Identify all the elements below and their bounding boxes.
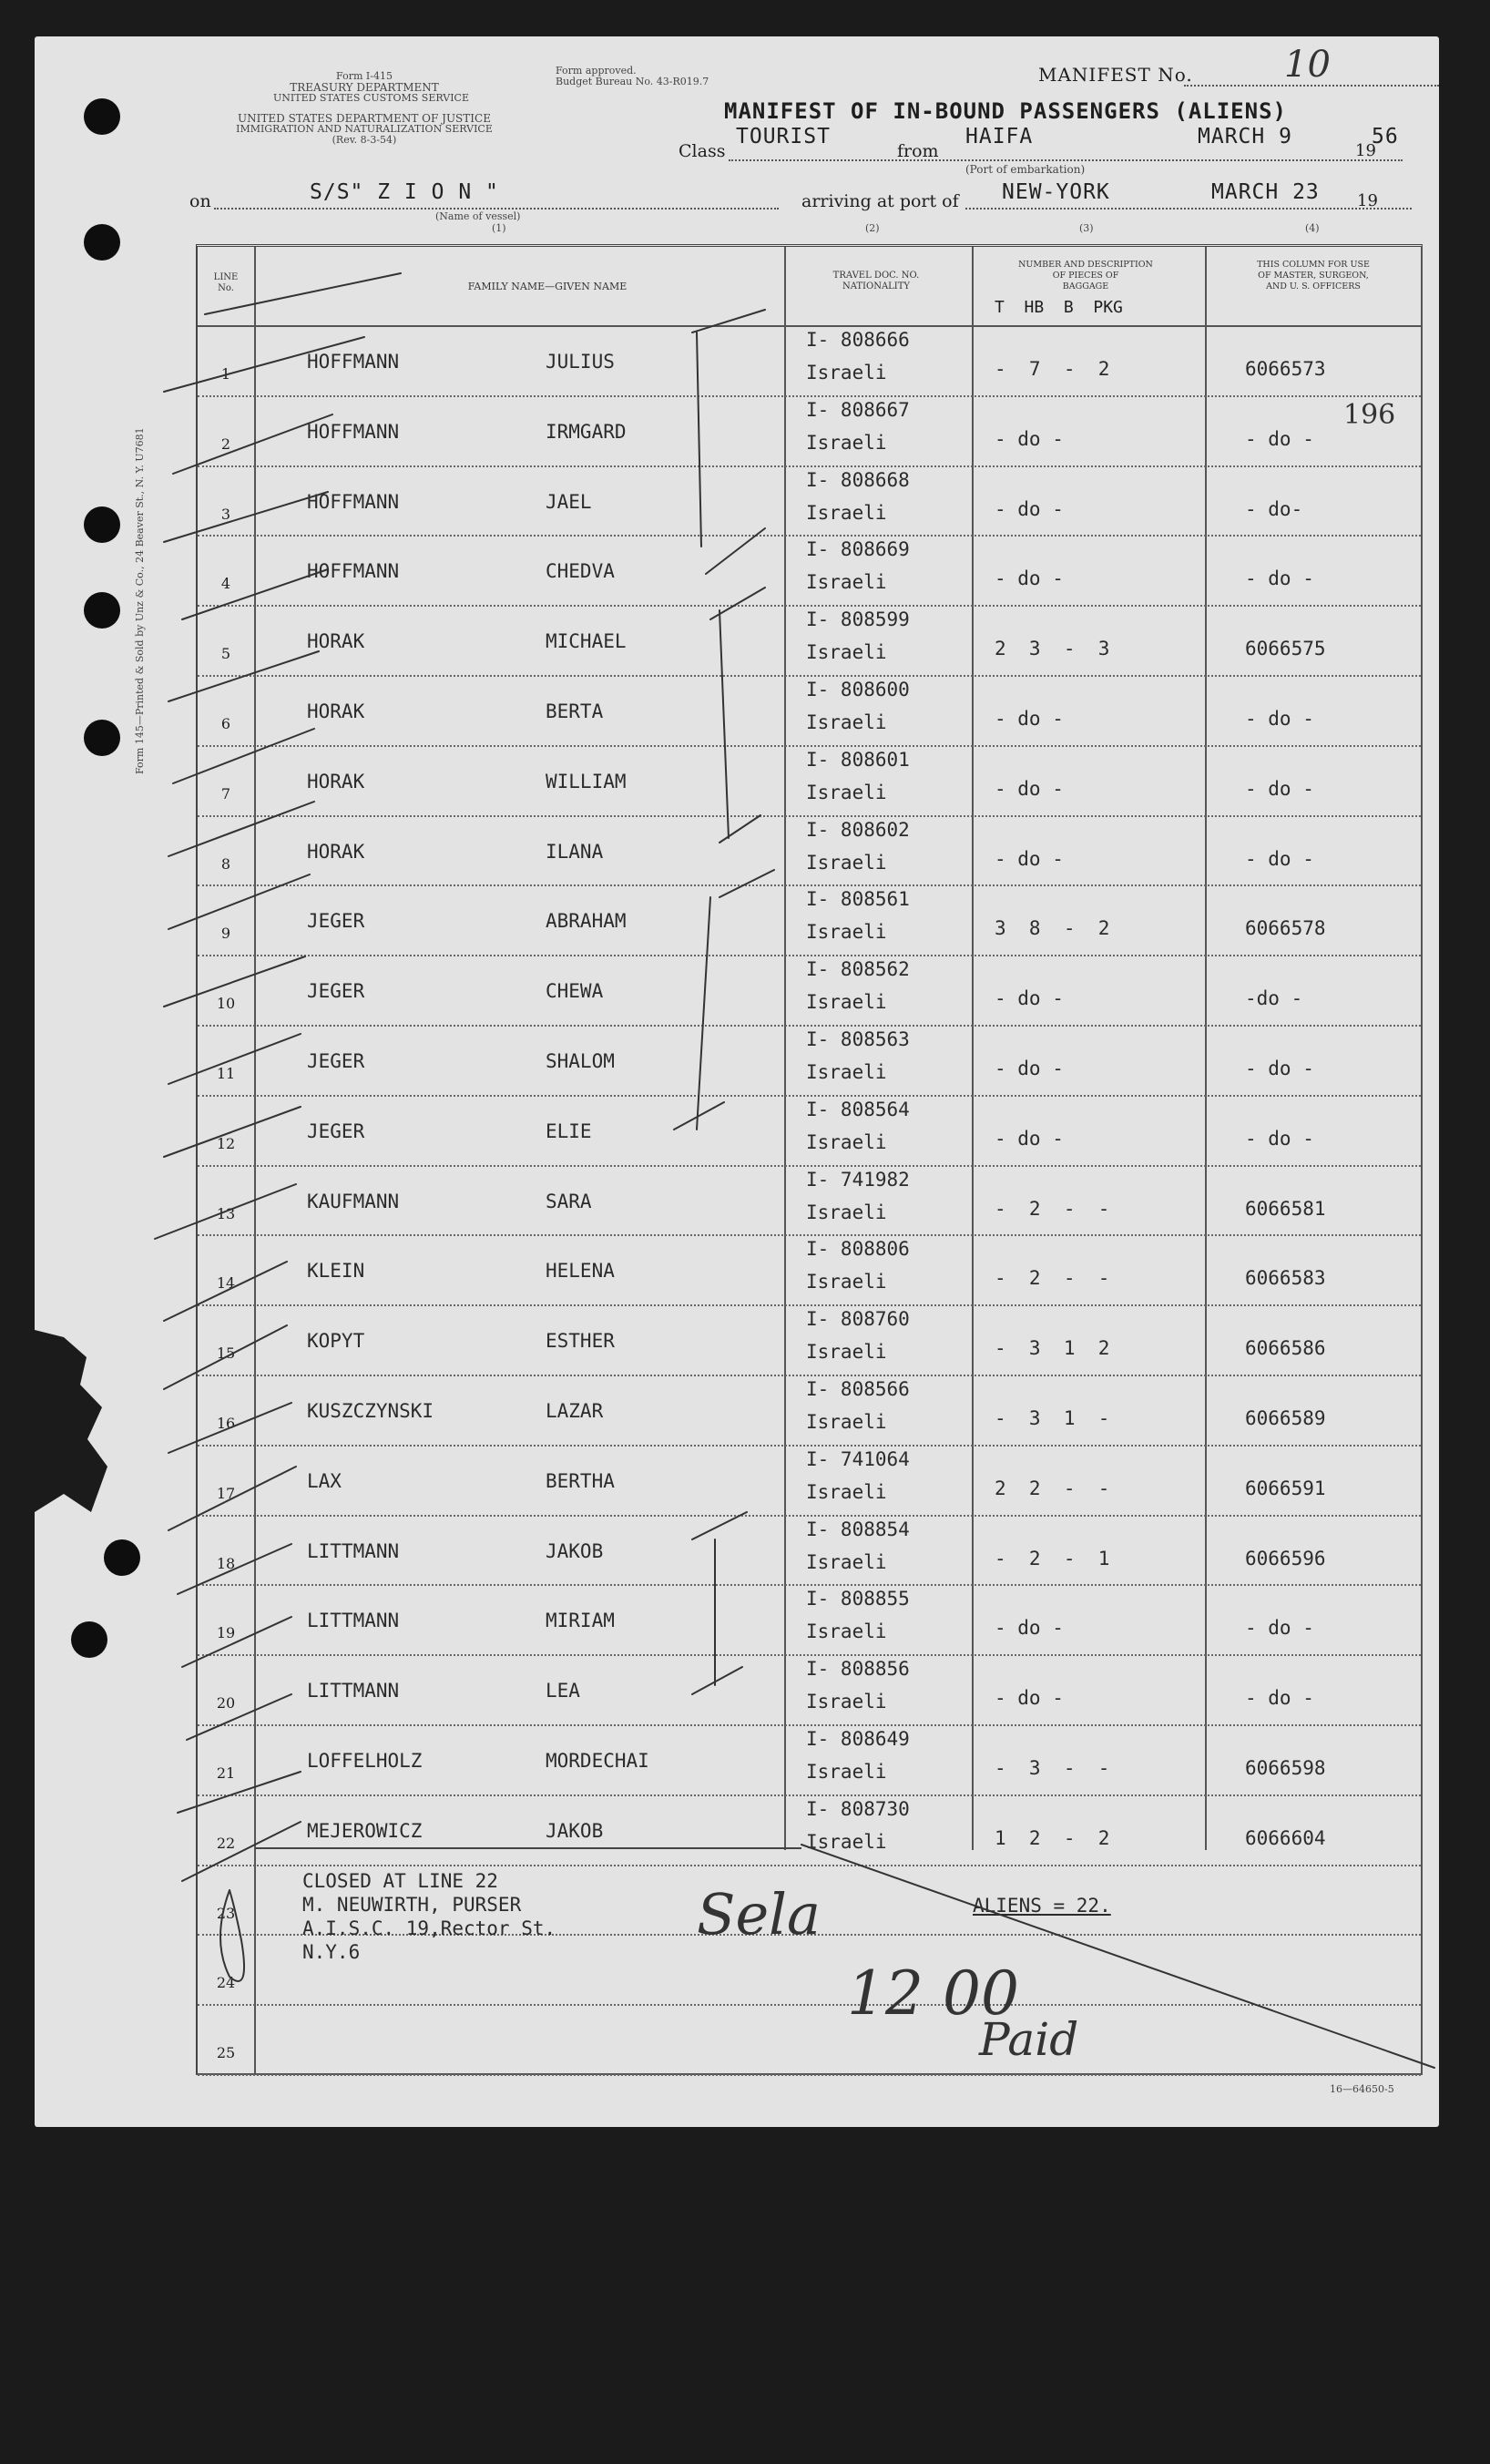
from-label: from — [897, 141, 939, 161]
row-baggage: - 7 - 2 — [995, 358, 1110, 380]
row-travel-doc: I- 808856 — [806, 1658, 910, 1681]
approval-block — [556, 66, 709, 87]
class-label: Class — [679, 141, 726, 161]
table-row — [198, 1165, 1421, 1237]
row-travel-doc: I- 808601 — [806, 748, 910, 771]
row-nationality: Israeli — [806, 851, 887, 874]
row-baggage: - 2 - - — [995, 1267, 1110, 1290]
row-baggage: - do - — [995, 1127, 1064, 1150]
row-nationality: Israeli — [806, 781, 887, 803]
row-line-no: 3 — [220, 505, 231, 523]
row-nationality: Israeli — [806, 1621, 887, 1643]
year-prefix: 19 — [1355, 141, 1376, 160]
row-line-no: 9 — [220, 925, 231, 943]
row-family-name: KOPYT — [307, 1330, 365, 1353]
row-line-no: 4 — [220, 575, 231, 593]
row-travel-doc: I- 808562 — [806, 958, 910, 981]
row-officer: 6066604 — [1245, 1826, 1326, 1849]
table-row — [198, 1095, 1421, 1167]
row-baggage: - do - — [995, 1687, 1064, 1710]
side-print: Form 145—Printed & Sold by Unz & Co., 24 Beaver St., N. Y. U7681 — [134, 427, 146, 774]
table-row — [198, 1794, 1421, 1866]
row-given-name: ILANA — [546, 840, 604, 863]
row-nationality: Israeli — [806, 1061, 887, 1083]
row-nationality: Israeli — [806, 571, 887, 594]
row-given-name: LEA — [546, 1680, 580, 1702]
class-value: TOURIST — [736, 125, 831, 148]
row-travel-doc: I- 808668 — [806, 468, 910, 491]
manifest-no-label: MANIFEST No. — [1038, 64, 1193, 86]
treasury-label: TREASURY DEPARTMENT — [290, 81, 439, 94]
row-officer: 6066596 — [1245, 1547, 1326, 1569]
table-row — [198, 605, 1421, 677]
punch-hole — [84, 506, 120, 543]
closed-at-line: CLOSED AT LINE 22 — [302, 1870, 498, 1892]
class-line — [729, 159, 1403, 161]
row-baggage: 2 3 - 3 — [995, 638, 1110, 660]
row-officer: 6066586 — [1245, 1337, 1326, 1360]
col-line-no: LINE No. — [213, 272, 239, 293]
row-given-name: ELIE — [546, 1120, 592, 1142]
row-line-no: 12 — [216, 1134, 236, 1152]
row-officer: 6066589 — [1245, 1407, 1326, 1429]
table-row — [198, 815, 1421, 887]
vessel-label: (Name of vessel) — [435, 210, 521, 222]
row-given-name: JAKOB — [546, 1539, 604, 1562]
row-family-name: LAX — [307, 1469, 342, 1492]
budget-bureau: Budget Bureau No. 43-R019.7 — [556, 76, 709, 87]
row-officer: 6066575 — [1245, 638, 1326, 660]
vessel-line — [214, 208, 779, 210]
row-family-name: KAUFMANN — [307, 1190, 400, 1212]
row-family-name: JEGER — [307, 910, 365, 933]
row-line-no: 17 — [216, 1484, 236, 1502]
justice-block — [182, 113, 546, 146]
row-family-name: HOFFMANN — [307, 420, 400, 443]
row-travel-doc: I- 741982 — [806, 1168, 910, 1191]
row-given-name: SHALOM — [546, 1050, 615, 1072]
immigration-label: IMMIGRATION AND NATURALIZATION SERVICE — [236, 123, 493, 135]
col-baggage-sub: T HB B PKG — [995, 298, 1123, 317]
row-given-name: WILLIAM — [546, 770, 627, 792]
arrival-line — [965, 208, 1412, 210]
row-officer: 6066591 — [1245, 1477, 1326, 1499]
purser-city: N.Y.6 — [302, 1941, 361, 1963]
row-officer: 6066598 — [1245, 1757, 1326, 1779]
row-nationality: Israeli — [806, 641, 887, 664]
manifest-table — [196, 244, 1423, 2075]
col-num-1: (1) — [492, 222, 506, 234]
vessel-name: S/S" Z I O N " — [310, 180, 499, 204]
table-row — [198, 1234, 1421, 1306]
row-given-name: ABRAHAM — [546, 910, 627, 933]
closing-line — [255, 1847, 801, 1849]
row-officer: - do - — [1245, 427, 1314, 450]
row-line-no: 19 — [216, 1624, 236, 1642]
table-row — [198, 1724, 1421, 1796]
row-given-name: CHEWA — [546, 980, 604, 1003]
row-travel-doc: I- 808730 — [806, 1797, 910, 1820]
row-line-no: 21 — [216, 1764, 236, 1782]
row-family-name: LITTMANN — [307, 1610, 400, 1632]
purser-address: A.I.S.C. 19,Rector St. — [302, 1917, 556, 1939]
row-given-name: MICHAEL — [546, 630, 627, 653]
row-officer: -do - — [1245, 987, 1303, 1010]
table-row — [198, 745, 1421, 817]
row-family-name: HORAK — [307, 770, 365, 792]
row-given-name: JAKOB — [546, 1819, 604, 1842]
customs-label: UNITED STATES CUSTOMS SERVICE — [273, 92, 469, 104]
arriving-label: arriving at port of — [801, 191, 959, 211]
row-travel-doc: I- 808760 — [806, 1308, 910, 1331]
punch-hole — [84, 720, 120, 756]
purser-name: M. NEUWIRTH, PURSER — [302, 1894, 522, 1916]
row-given-name: IRMGARD — [546, 420, 627, 443]
row-officer: - do - — [1245, 777, 1314, 800]
row-travel-doc: I- 808561 — [806, 888, 910, 911]
row-line-no: 20 — [216, 1694, 236, 1713]
closing-block — [302, 1869, 556, 1964]
row-family-name: KUSZCZYNSKI — [307, 1400, 434, 1422]
row-baggage: - 2 - - — [995, 1197, 1110, 1220]
row-family-name: HORAK — [307, 630, 365, 653]
row-officer: 6066581 — [1245, 1197, 1326, 1220]
row-family-name: JEGER — [307, 1050, 365, 1072]
row-nationality: Israeli — [806, 921, 887, 944]
table-row — [198, 1304, 1421, 1376]
row-nationality: Israeli — [806, 1271, 887, 1293]
row-family-name: HOFFMANN — [307, 490, 400, 513]
page-title: MANIFEST OF IN-BOUND PASSENGERS (ALIENS) — [724, 98, 1287, 124]
row-nationality: Israeli — [806, 1130, 887, 1153]
row-line-no: 23 — [216, 1904, 236, 1922]
table-row — [198, 1375, 1421, 1447]
table-row — [198, 955, 1421, 1027]
row-nationality: Israeli — [806, 711, 887, 733]
form-number-block — [273, 70, 469, 104]
justice-label: UNITED STATES DEPARTMENT OF JUSTICE — [238, 112, 491, 125]
handwritten-paid: Paid — [979, 2013, 1079, 2066]
row-travel-doc: I- 808667 — [806, 398, 910, 421]
footer-code: 16—64650-5 — [1330, 2083, 1394, 2095]
row-nationality: Israeli — [806, 1691, 887, 1713]
row-officer: - do - — [1245, 1617, 1314, 1640]
row-officer: 6066573 — [1245, 358, 1326, 380]
row-family-name: KLEIN — [307, 1260, 365, 1283]
row-given-name: MIRIAM — [546, 1610, 615, 1632]
col-num-4: (4) — [1305, 222, 1320, 234]
row-officer: - do - — [1245, 567, 1314, 590]
punch-hole — [84, 98, 120, 135]
col-travel-doc: TRAVEL DOC. NO. NATIONALITY — [832, 271, 920, 291]
col-num-2: (2) — [865, 222, 880, 234]
row-family-name: LITTMANN — [307, 1539, 400, 1562]
table-row — [198, 465, 1421, 537]
row-line-no: 24 — [216, 1974, 236, 1992]
table-row — [198, 395, 1421, 467]
col-baggage: NUMBER AND DESCRIPTION OF PIECES OF BAGGAGE — [1018, 260, 1153, 291]
form-approved: Form approved. — [556, 65, 637, 77]
row-officer: - do - — [1245, 708, 1314, 730]
row-line-no: 13 — [216, 1204, 236, 1222]
year-value: 56 — [1372, 125, 1399, 148]
row-travel-doc: I- 808666 — [806, 329, 910, 351]
arrival-year-prefix: 19 — [1357, 191, 1378, 210]
row-nationality: Israeli — [806, 1201, 887, 1223]
row-travel-doc: I- 808563 — [806, 1028, 910, 1050]
punch-hole — [84, 592, 120, 629]
from-value: HAIFA — [965, 125, 1034, 148]
row-line-no: 15 — [216, 1344, 236, 1363]
table-row — [198, 675, 1421, 747]
table-row — [198, 535, 1421, 607]
row-travel-doc: I- 808564 — [806, 1098, 910, 1120]
row-baggage: - do - — [995, 1058, 1064, 1079]
row-travel-doc: I- 808855 — [806, 1588, 910, 1610]
table-row — [198, 1445, 1421, 1517]
col-num-3: (3) — [1079, 222, 1094, 234]
punch-hole — [71, 1621, 107, 1658]
row-line-no: 16 — [216, 1415, 236, 1432]
row-nationality: Israeli — [806, 1761, 887, 1783]
row-officer: - do- — [1245, 497, 1303, 520]
row-travel-doc: I- 808600 — [806, 679, 910, 700]
punch-hole — [84, 224, 120, 261]
row-family-name: HORAK — [307, 840, 365, 863]
row-baggage: 3 8 - 2 — [995, 917, 1110, 940]
row-line-no: 7 — [220, 784, 231, 803]
row-baggage: - do - — [995, 497, 1064, 520]
handwritten-amount: 12 00 — [847, 1958, 1019, 2029]
row-line-no: 6 — [220, 715, 231, 732]
row-line-no: 8 — [220, 854, 231, 873]
row-given-name: JULIUS — [546, 351, 615, 373]
row-travel-doc: I- 808854 — [806, 1518, 910, 1540]
handwritten-signature: Sela — [697, 1881, 821, 1948]
row-nationality: Israeli — [806, 991, 887, 1014]
aliens-total: ALIENS = 22. — [973, 1895, 1111, 1917]
row-baggage: - do - — [995, 777, 1064, 800]
row-officer: - do - — [1245, 1687, 1314, 1710]
row-given-name: LAZAR — [546, 1400, 604, 1422]
table-row — [198, 2004, 1421, 2076]
table-row — [198, 1654, 1421, 1726]
row-nationality: Israeli — [806, 362, 887, 383]
row-baggage: - do - — [995, 847, 1064, 870]
row-nationality: Israeli — [806, 1411, 887, 1433]
row-family-name: LITTMANN — [307, 1680, 400, 1702]
row-baggage: - 3 1 - — [995, 1407, 1110, 1429]
page-mark: 196 — [1343, 399, 1396, 431]
row-line-no: 25 — [216, 2044, 236, 2062]
from-date: MARCH 9 — [1198, 125, 1292, 148]
row-line-no: 10 — [216, 995, 236, 1013]
row-family-name: LOFFELHOLZ — [307, 1750, 423, 1772]
row-officer: - do - — [1245, 1058, 1314, 1079]
table-row — [198, 325, 1421, 397]
row-travel-doc: I- 808566 — [806, 1378, 910, 1400]
row-line-no: 14 — [216, 1274, 236, 1293]
row-nationality: Israeli — [806, 1341, 887, 1364]
embark-label: (Port of embarkation) — [965, 163, 1086, 176]
row-nationality: Israeli — [806, 1550, 887, 1573]
row-baggage: - do - — [995, 567, 1064, 590]
on-label: on — [189, 191, 211, 211]
row-baggage: - do - — [995, 427, 1064, 450]
row-line-no: 1 — [220, 365, 231, 383]
row-line-no: 11 — [216, 1065, 236, 1082]
col-family-name: FAMILY NAME—GIVEN NAME — [467, 281, 628, 292]
table-row — [198, 1515, 1421, 1587]
row-line-no: 18 — [216, 1554, 236, 1572]
row-officer: - do - — [1245, 1127, 1314, 1150]
row-line-no: 22 — [216, 1834, 236, 1852]
table-row — [198, 1584, 1421, 1656]
row-officer: 6066578 — [1245, 917, 1326, 940]
row-given-name: BERTA — [546, 700, 604, 722]
arrival-date: MARCH 23 — [1211, 180, 1320, 204]
row-family-name: HORAK — [307, 700, 365, 722]
row-travel-doc: I- 808669 — [806, 538, 910, 561]
row-line-no: 5 — [220, 645, 231, 663]
row-baggage: 2 2 - - — [995, 1477, 1110, 1499]
row-travel-doc: I- 808599 — [806, 608, 910, 631]
row-nationality: Israeli — [806, 1480, 887, 1503]
row-baggage: 1 2 - 2 — [995, 1826, 1110, 1849]
row-officer: - do - — [1245, 847, 1314, 870]
manifest-no-line — [1184, 85, 1439, 87]
arrival-port: NEW-YORK — [1002, 180, 1110, 204]
row-baggage: - 3 - - — [995, 1757, 1110, 1779]
row-given-name: BERTHA — [546, 1469, 615, 1492]
row-family-name: JEGER — [307, 980, 365, 1003]
row-travel-doc: I- 808602 — [806, 818, 910, 841]
table-row — [198, 884, 1421, 956]
row-given-name: ESTHER — [546, 1330, 615, 1353]
row-given-name: HELENA — [546, 1260, 615, 1283]
column-header-row — [198, 247, 1421, 327]
row-baggage: - do - — [995, 708, 1064, 730]
row-line-no: 2 — [220, 435, 231, 453]
row-given-name: JAEL — [546, 490, 592, 513]
row-nationality: Israeli — [806, 501, 887, 524]
row-travel-doc: I- 741064 — [806, 1447, 910, 1470]
row-baggage: - do - — [995, 987, 1064, 1010]
row-officer: 6066583 — [1245, 1267, 1326, 1290]
row-given-name: CHEDVA — [546, 560, 615, 583]
row-family-name: HOFFMANN — [307, 351, 400, 373]
row-baggage: - do - — [995, 1617, 1064, 1640]
manifest-no-value: 10 — [1284, 44, 1331, 86]
row-family-name: MEJEROWICZ — [307, 1819, 423, 1842]
row-travel-doc: I- 808806 — [806, 1238, 910, 1261]
row-family-name: JEGER — [307, 1120, 365, 1142]
table-row — [198, 1025, 1421, 1097]
col-officers: THIS COLUMN FOR USE OF MASTER, SURGEON, AND U. S. OFFICERS — [1257, 260, 1370, 291]
row-nationality: Israeli — [806, 431, 887, 454]
row-baggage: - 2 - 1 — [995, 1547, 1110, 1569]
row-nationality: Israeli — [806, 1830, 887, 1853]
row-given-name: MORDECHAI — [546, 1750, 649, 1772]
row-travel-doc: I- 808649 — [806, 1728, 910, 1750]
row-given-name: SARA — [546, 1190, 592, 1212]
form-number: Form I-415 — [336, 70, 393, 82]
row-baggage: - 3 1 2 — [995, 1337, 1110, 1360]
row-family-name: HOFFMANN — [307, 560, 400, 583]
revision-label: (Rev. 8-3-54) — [332, 134, 397, 146]
punch-hole — [104, 1539, 140, 1576]
